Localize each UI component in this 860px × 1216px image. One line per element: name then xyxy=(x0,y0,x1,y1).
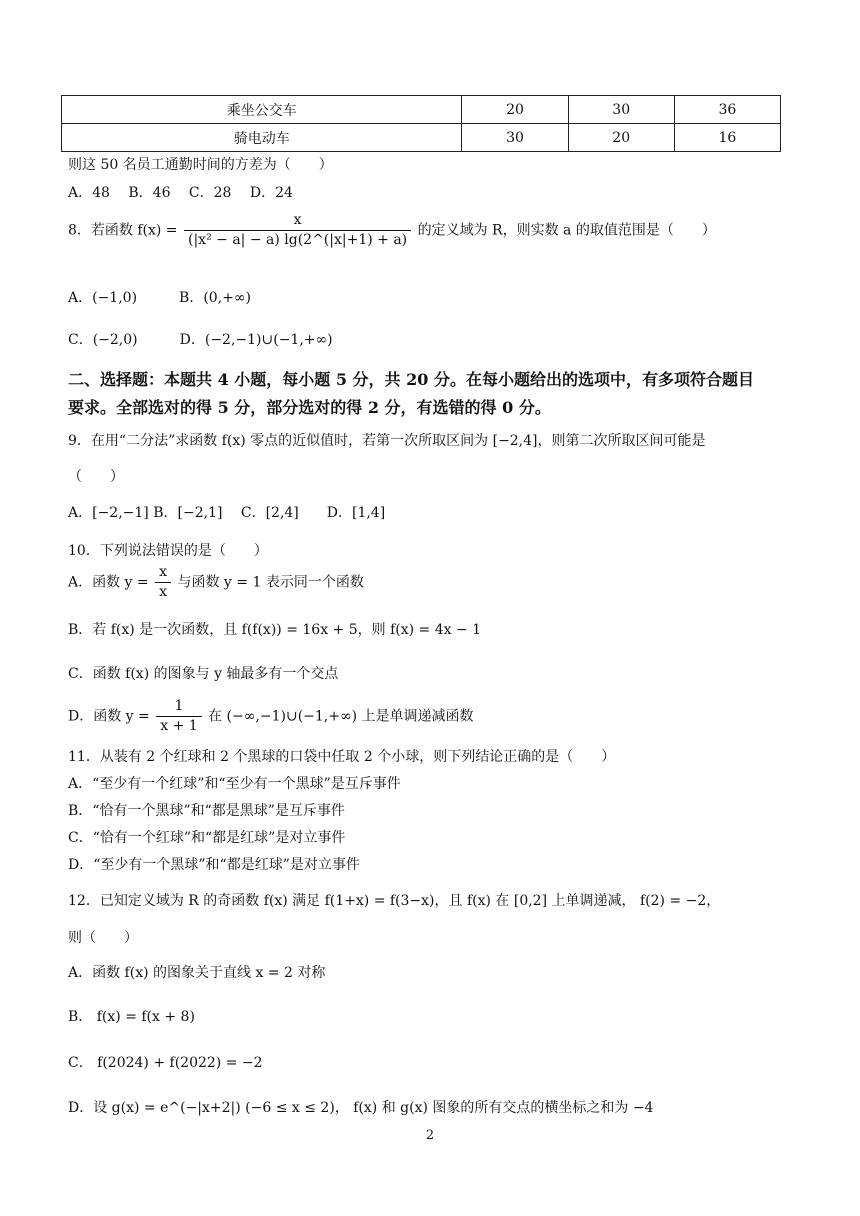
q11-option-c: C．“恰有一个红球”和“都是红球”是对立事件 xyxy=(68,830,346,846)
q10-d-fraction xyxy=(156,698,201,735)
q10-stem: 10．下列说法错误的是（ ） xyxy=(68,543,268,559)
q12-option-b: B． f(x) = f(x + 8) xyxy=(68,1009,195,1025)
q7-stem: 则这 50 名员工通勤时间的方差为（ ） xyxy=(68,157,333,173)
q10-a-denominator: x xyxy=(159,583,168,600)
q10-a-tail: 与函数 y = 1 表示同一个函数 xyxy=(177,574,364,591)
table-cell: 20 xyxy=(462,96,568,124)
table-cell: 30 xyxy=(462,124,568,152)
q9-paren: （ ） xyxy=(68,469,124,485)
q8-options-cd: C．(−2,0) D．(−2,−1)∪(−1,+∞) xyxy=(68,332,333,348)
q10-d-numerator: 1 xyxy=(156,698,201,717)
section-2-heading-line2: 要求。全部选对的得 5 分，部分选对的得 2 分，有选错的得 0 分。 xyxy=(68,398,551,417)
q8-tail: 的定义域为 R，则实数 a 的取值范围是（ ） xyxy=(417,222,716,239)
q11-option-d: D．“至少有一个黑球”和“都是红球”是对立事件 xyxy=(68,857,360,873)
q10-a-numerator: x xyxy=(155,564,171,583)
table-row xyxy=(62,124,781,152)
section-2-heading-line1: 二、选择题：本题共 4 小题，每小题 5 分，共 20 分。在每小题给出的选项中，有多项符合题目 xyxy=(68,370,754,389)
table-row xyxy=(62,96,781,124)
q10-d-tail: 在 (−∞,−1)∪(−1,+∞) 上是单调递减函数 xyxy=(208,708,474,725)
q8-stem xyxy=(68,212,716,249)
q9-stem: 9．在用“二分法”求函数 f(x) 零点的近似值时，若第一次所取区间为 [−2,4]，则第二次所取区间可能是 xyxy=(68,433,706,449)
q12-option-d: D．设 g(x) = e^(−|x+2|) (−6 ≤ x ≤ 2)， f(x) 和 g(x) 图象的所有交点的横坐标之和为 −4 xyxy=(68,1100,654,1116)
table-cell: 乘坐公交车 xyxy=(62,96,462,124)
q8-numerator: x xyxy=(184,212,411,231)
q10-a-lead: A．函数 y = xyxy=(68,574,149,591)
q10-option-a xyxy=(68,564,364,601)
q10-option-d xyxy=(68,698,474,735)
q11-option-b: B．“恰有一个黑球”和“都是黑球”是互斥事件 xyxy=(68,803,345,819)
q8-lead: 8．若函数 f(x) = xyxy=(68,222,178,239)
q10-option-c: C．函数 f(x) 的图象与 y 轴最多有一个交点 xyxy=(68,666,339,682)
q12-option-a: A．函数 f(x) 的图象关于直线 x = 2 对称 xyxy=(68,965,326,981)
q7-options: A．48 B．46 C．28 D．24 xyxy=(68,185,293,201)
q8-options-ab: A．(−1,0) B．(0,+∞) xyxy=(68,290,251,306)
table-cell: 30 xyxy=(568,96,674,124)
commute-time-table xyxy=(61,95,781,152)
q9-options: A．[−2,−1] B．[−2,1] C．[2,4] D．[1,4] xyxy=(68,505,386,521)
table-cell: 16 xyxy=(674,124,780,152)
q12-stem: 12．已知定义域为 R 的奇函数 f(x) 满足 f(1+x) = f(3−x)，且 f(x) 在 [0,2] 上单调递减， f(2) = −2， xyxy=(68,893,721,909)
q12-then: 则（ ） xyxy=(68,930,138,946)
q8-fraction xyxy=(184,212,411,249)
q10-a-fraction xyxy=(155,564,171,601)
q11-option-a: A．“至少有一个红球”和“至少有一个黑球”是互斥事件 xyxy=(68,776,401,792)
table-cell: 36 xyxy=(674,96,780,124)
q12-option-c: C． f(2024) + f(2022) = −2 xyxy=(68,1055,263,1071)
q10-d-denominator: x + 1 xyxy=(160,717,198,734)
q10-d-lead: D．函数 y = xyxy=(68,708,150,725)
table-cell: 骑电动车 xyxy=(62,124,462,152)
page-number: 2 xyxy=(425,1128,435,1143)
table-cell: 20 xyxy=(568,124,674,152)
q8-denominator: (|x² − a| − a) lg(2^(|x|+1) + a) xyxy=(188,231,408,248)
q11-stem: 11．从装有 2 个红球和 2 个黑球的口袋中任取 2 个小球，则下列结论正确的是（ ） xyxy=(68,749,616,765)
q10-option-b: B．若 f(x) 是一次函数，且 f(f(x)) = 16x + 5，则 f(x) = 4x − 1 xyxy=(68,622,482,638)
